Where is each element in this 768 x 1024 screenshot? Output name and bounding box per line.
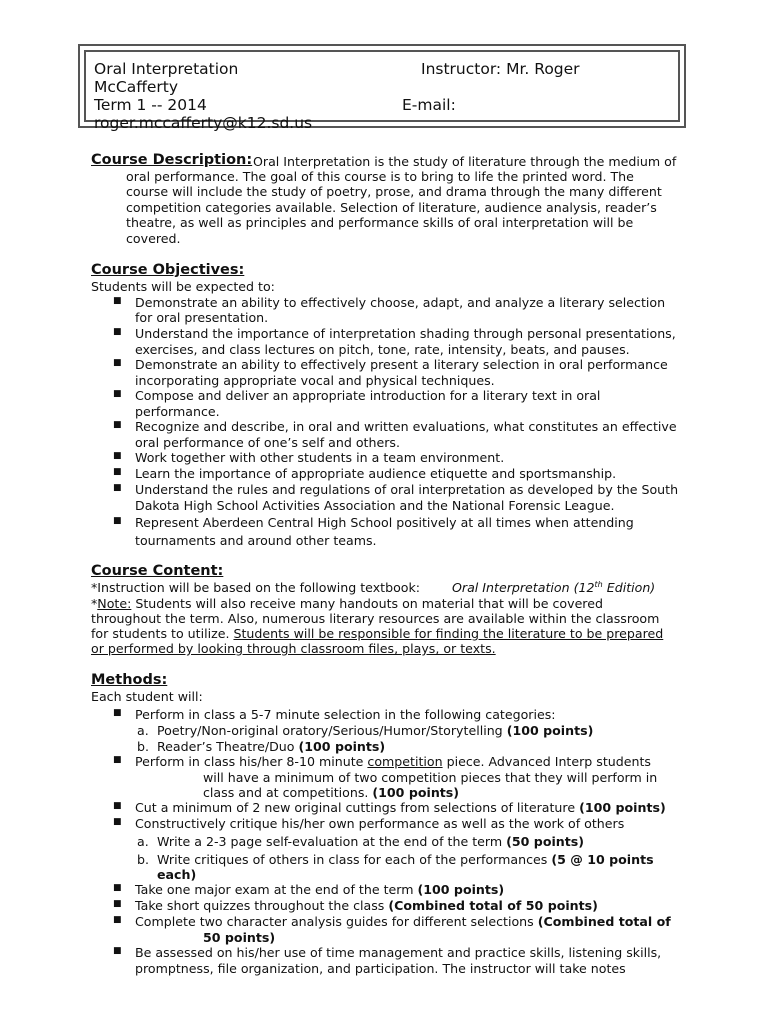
bullet-icon: ■: [113, 327, 122, 337]
textbook-title: Oral Interpretation (12th Edition): [452, 579, 656, 595]
method-line: Take short quizzes throughout the class (Combined total of 50 points): [135, 898, 598, 913]
objective-line: Represent Aberdeen Central High School positively at all times when attending: [135, 515, 634, 530]
bullet-icon: ■: [113, 467, 122, 477]
email-label: E-mail:: [402, 96, 456, 114]
method-line: Perform in class a 5-7 minute selection in the following categories:: [135, 707, 556, 722]
description-line: oral performance. The goal of this course is to bring to life the printed word. The: [126, 169, 634, 184]
objective-line: oral performance of one’s self and others.: [135, 435, 400, 450]
category-b-prefix: b.: [137, 739, 149, 754]
bullet-icon: ■: [113, 899, 122, 909]
description-line: covered.: [126, 231, 181, 246]
term: Term 1 -- 2014: [94, 96, 207, 114]
description-line: Oral Interpretation is the study of literature through the medium of: [253, 154, 677, 169]
objective-line: tournaments and around other teams.: [135, 533, 377, 548]
objective-line: for oral presentation.: [135, 310, 269, 325]
method-line: Perform in class his/her 8-10 minute competition piece. Advanced Interp students: [135, 754, 651, 769]
description-line: theatre, as well as principles and performance skills of oral interpretation will be: [126, 215, 634, 230]
note-line: for students to utilize. Students will be responsible for finding the literature to be prepared: [91, 626, 664, 641]
bullet-icon: ■: [113, 358, 122, 368]
methods-intro: Each student will:: [91, 689, 203, 704]
bullet-icon: ■: [113, 817, 122, 827]
objective-line: exercises, and class lectures on pitch, tone, rate, intensity, beats, and pauses.: [135, 342, 630, 357]
bullet-icon: ■: [113, 296, 122, 306]
method-line: Complete two character analysis guides for different selections (Combined total of: [135, 914, 671, 929]
methods-title: Methods:: [91, 672, 168, 688]
critique-a: Write a 2-3 page self-evaluation at the end of the term (50 points): [157, 834, 585, 849]
email-address: roger.mccafferty@k12.sd.us: [94, 114, 313, 132]
category-b: Reader’s Theatre/Duo (100 points): [157, 739, 386, 754]
objective-line: performance.: [135, 404, 220, 419]
bullet-icon: ■: [113, 755, 122, 765]
header-box-inner: [84, 50, 680, 132]
method-line: promptness, file organization, and participation. The instructor will take notes: [135, 961, 626, 976]
critique-a-prefix: a.: [137, 834, 149, 849]
bullet-icon: ■: [113, 420, 122, 430]
bullet-icon: ■: [113, 946, 122, 956]
bullet-icon: ■: [113, 516, 122, 526]
instructor-surname: McCafferty: [94, 78, 179, 96]
method-line: Cut a minimum of 2 new original cuttings from selections of literature (100 points): [135, 800, 666, 815]
critique-b: Write critiques of others in class for each of the performances (5 @ 10 points: [157, 852, 654, 867]
bullet-icon: ■: [113, 883, 122, 893]
course-objectives-title: Course Objectives:: [91, 262, 245, 278]
objective-line: Demonstrate an ability to effectively present a literary selection in oral performance: [135, 357, 668, 372]
bullet-icon: ■: [113, 915, 122, 925]
objective-line: Understand the rules and regulations of oral interpretation as developed by the South: [135, 482, 679, 497]
description-line: competition categories available. Selection of literature, audience analysis, reader’s: [126, 200, 657, 215]
note-line: or performed by looking through classroom files, plays, or texts.: [91, 641, 496, 656]
note-line: throughout the term. Also, numerous literary resources are available within the classroom: [91, 611, 660, 626]
header-box: [78, 44, 686, 132]
objective-line: Work together with other students in a team environment.: [135, 450, 505, 465]
objective-line: Understand the importance of interpretation shading through personal presentations,: [135, 326, 676, 341]
objective-line: Recognize and describe, in oral and written evaluations, what constitutes an effective: [135, 419, 677, 434]
objective-line: Demonstrate an ability to effectively choose, adapt, and analyze a literary selection: [135, 295, 666, 310]
objective-line: Dakota High School Activities Association and the National Forensic League.: [135, 498, 615, 513]
textbook-line: *Instruction will be based on the following textbook:: [91, 580, 421, 595]
bullet-icon: ■: [113, 451, 122, 461]
method-line: Constructively critique his/her own performance as well as the work of others: [135, 816, 625, 831]
bullet-icon: ■: [113, 708, 122, 718]
objective-line: Learn the importance of appropriate audience etiquette and sportsmanship.: [135, 466, 617, 481]
objectives-intro: Students will be expected to:: [91, 279, 275, 294]
method-line: Take one major exam at the end of the term (100 points): [135, 882, 505, 897]
category-a-prefix: a.: [137, 723, 149, 738]
critique-b-prefix: b.: [137, 852, 149, 867]
method-line: 50 points): [203, 930, 276, 945]
critique-b-points-cont: each): [157, 867, 197, 882]
course-name: Oral Interpretation: [94, 60, 239, 78]
category-a: Poetry/Non-original oratory/Serious/Humor/Storytelling (100 points): [157, 723, 594, 738]
course-content-title: Course Content:: [91, 563, 224, 579]
method-line: class and at competitions. (100 points): [203, 785, 460, 800]
method-line: Be assessed on his/her use of time management and practice skills, listening skills,: [135, 945, 662, 960]
course-description-title: Course Description:: [91, 152, 253, 168]
objective-line: Compose and deliver an appropriate introduction for a literary text in oral: [135, 388, 601, 403]
description-line: course will include the study of poetry, prose, and drama through the many different: [126, 184, 662, 199]
note-line: *Note: Students will also receive many handouts on material that will be covered: [91, 596, 603, 611]
bullet-icon: ■: [113, 389, 122, 399]
method-line: will have a minimum of two competition pieces that they will perform in: [203, 770, 658, 785]
bullet-icon: ■: [113, 483, 122, 493]
instructor-label: Instructor: Mr. Roger: [421, 60, 580, 78]
objective-line: incorporating appropriate vocal and physical techniques.: [135, 373, 495, 388]
bullet-icon: ■: [113, 801, 122, 811]
